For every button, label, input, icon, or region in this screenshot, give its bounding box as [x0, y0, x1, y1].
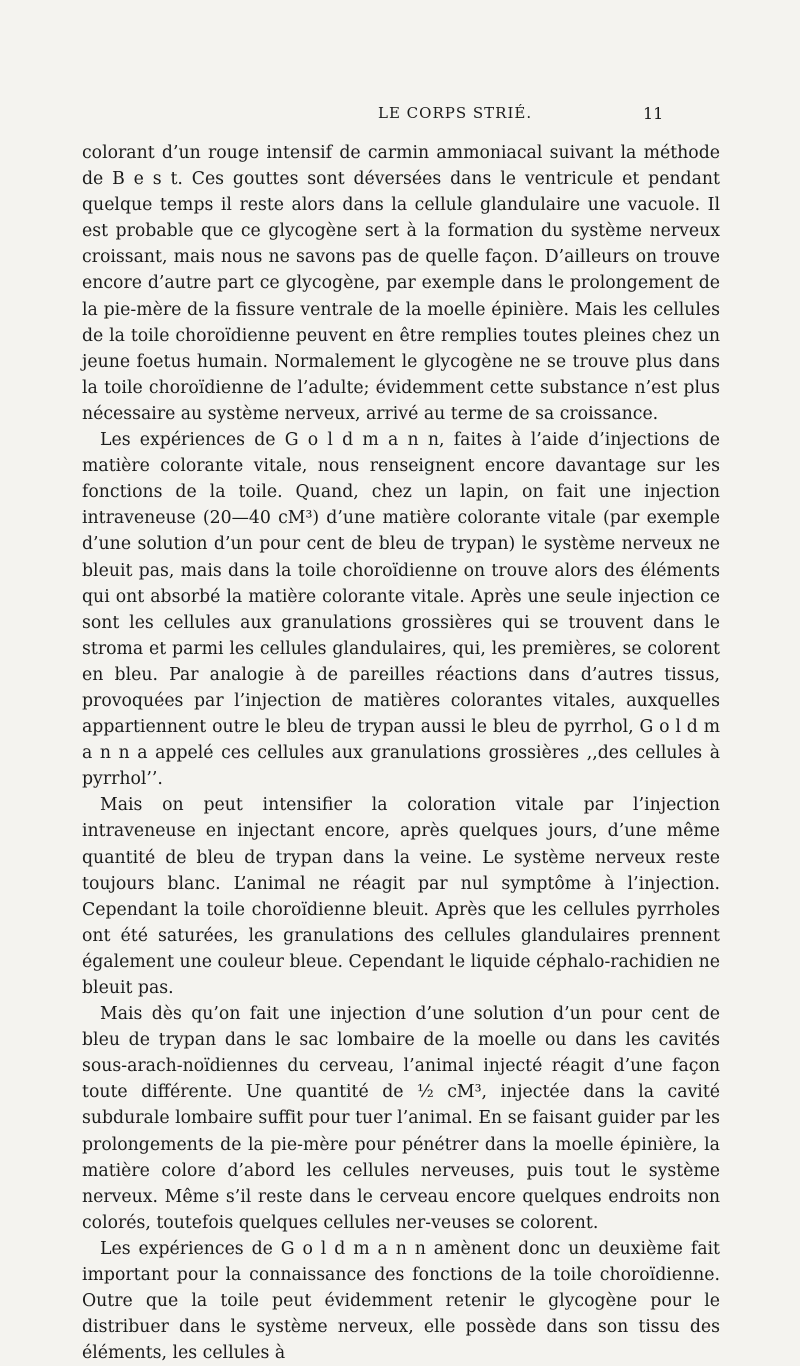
paragraph: Les expériences de G o l d m a n n, faites à l’aide d’injections de matière colorante vitale, nous renseignent encore davantage sur les fonctions de la toile. Quand, chez un lapin, on fait une injection intraveneuse (20—40 cM³) d’une matière colorante vitale (par exemple d’une solution d’un pour cent de bleu de trypan) le système nerveux ne bleuit pas, mais dans la toile choroïdienne on trouve alors des éléments qui ont absorbé la matière colorante vitale. Après une seule injection ce sont les cellules aux granulations grossières qui se trouvent dans le stroma et parmi les cellules glandulaires, qui, les premières, se colorent en bleu. Par analogie à de pareilles réactions dans d’autres tissus, provoquées par l’injection de matières colorantes vitales, auxquelles appartiennent outre le bleu de trypan aussi le bleu de pyrrhol, G o l d m a n n a appelé ces cellules aux granulations grossières ,,des cellules à pyrrhol’’. — [82, 430, 720, 790]
page-number: 11 — [643, 104, 664, 123]
paragraph: Les expériences de G o l d m a n n amènent donc un deuxième fait important pour la connaissance des fonctions de la toile choroïdienne. Outre que la toile peut évidemment retenir le glycogène pour le distribuer dans le système nerveux, elle possède dans son tissu des éléments, les cellules à — [82, 1238, 720, 1364]
body-text — [82, 140, 720, 1366]
paragraph: Mais dès qu’on fait une injection d’une solution d’un pour cent de bleu de trypan dans le sac lombaire de la moelle ou dans les cavités sous-arach-noïdiennes du cerveau, l’animal injecté réagit d’une façon toute différente. Une quantité de ½ cM³, injectée dans la cavité subdurale lombaire suffit pour tuer l’animal. En se faisant guider par les prolongements de la pie-mère pour pénétrer dans la moelle épinière, la matière colore d’abord les cellules nerveuses, puis tout le système nerveux. Même s’il reste dans le cerveau encore quelques endroits non colorés, toutefois quelques cellules ner-veuses se colorent. — [82, 1004, 720, 1233]
paragraph: Mais on peut intensifier la coloration vitale par l’injection intraveneuse en injectant encore, après quelques jours, d’une même quantité de bleu de trypan dans la veine. Le système nerveux reste toujours blanc. L’animal ne réagit par nul symptôme à l’injection. Cependant la toile choroïdienne bleuit. Après que les cellules pyrrholes ont été saturées, les granulations des cellules glandulaires prennent également une couleur bleue. Cependant le liquide céphalo-rachidien ne bleuit pas. — [82, 795, 720, 998]
running-title: LE CORPS STRIÉ. — [378, 104, 533, 122]
paragraph: colorant d’un rouge intensif de carmin ammoniacal suivant la méthode de B e s t. Ces gouttes sont déversées dans le ventricule et pendant quelque temps il reste alors dans la cellule glandulaire une vacuole. Il est probable que ce glycogène sert à la formation du système nerveux croissant, mais nous ne savons pas de quelle façon. D’ailleurs on trouve encore d’autre part ce glycogène, par exemple dans le prolongement de la pie-mère de la fissure ventrale de la moelle épinière. Mais les cellules de la toile choroïdienne peuvent en être remplies toutes pleines chez un jeune foetus humain. Normalement le glycogène ne se trouve plus dans la toile choroïdienne de l’adulte; évidemment cette substance n’est plus nécessaire au système nerveux, arrivé au terme de sa croissance. — [82, 143, 720, 424]
running-header — [0, 104, 800, 128]
